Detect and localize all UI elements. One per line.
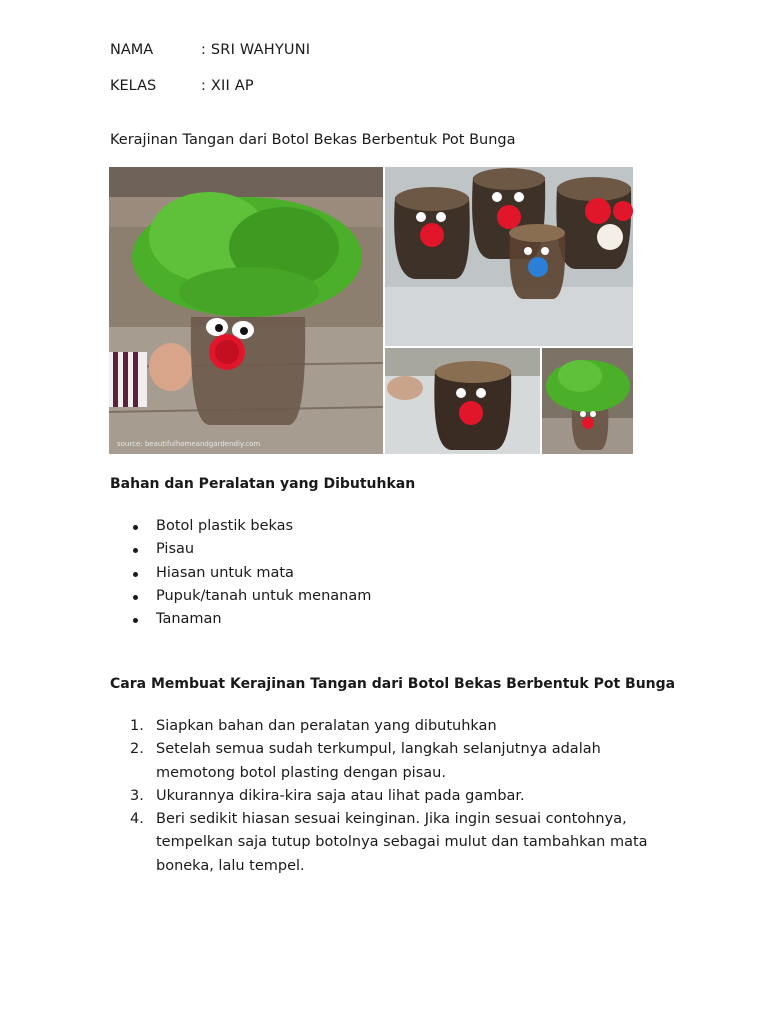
kelas-value: : XII AP: [201, 78, 254, 94]
list-item: Tanaman: [110, 608, 371, 631]
list-item: Pisau: [110, 538, 371, 561]
materials-heading: Bahan dan Peralatan yang Dibutuhkan: [110, 476, 416, 492]
step-item: [110, 738, 650, 785]
photo-small-plant-pot: [542, 348, 633, 454]
step-item: [110, 715, 650, 738]
source-caption: source: beautifulhomeandgardendiy.com: [117, 440, 261, 448]
steps-list: [110, 715, 650, 878]
steps-heading: Cara Membuat Kerajinan Tangan dari Botol Bekas Berbentuk Pot Bunga: [110, 676, 676, 692]
step-number: 2.: [130, 741, 144, 758]
photo-four-bottle-pots: [385, 167, 633, 346]
step-item: [110, 808, 650, 878]
step-text: Setelah semua sudah terkumpul, langkah selanjutnya adalah memotong botol plasting dengan pisau.: [156, 741, 601, 781]
nama-value: : SRI WAHYUNI: [201, 42, 311, 58]
photo-main-bottle-pot: [109, 167, 383, 454]
kelas-label: KELAS: [110, 78, 157, 94]
step-text: Ukurannya dikira-kira saja atau lihat pada gambar.: [156, 787, 525, 804]
list-item: Pupuk/tanah untuk menanam: [110, 585, 371, 608]
step-number: 4.: [130, 811, 144, 828]
nama-label: NAMA: [110, 42, 154, 58]
step-text: Siapkan bahan dan peralatan yang dibutuhkan: [156, 718, 497, 734]
step-number: 1.: [130, 718, 144, 734]
step-text: Beri sedikit hiasan sesuai keinginan. Jika ingin sesuai contohnya, tempelkan saja tutup botolnya sebagai mulut dan tambahkan mata boneka, lalu tempel.: [156, 811, 648, 874]
materials-list: [110, 515, 371, 631]
photo-collage: [109, 167, 633, 454]
photo-single-bottle-pot: [385, 348, 540, 454]
document-title: Kerajinan Tangan dari Botol Bekas Berbentuk Pot Bunga: [110, 132, 516, 148]
step-number: 3.: [130, 787, 144, 804]
list-item: Botol plastik bekas: [110, 515, 371, 538]
step-item: [110, 785, 650, 808]
list-item: Hiasan untuk mata: [110, 562, 371, 585]
